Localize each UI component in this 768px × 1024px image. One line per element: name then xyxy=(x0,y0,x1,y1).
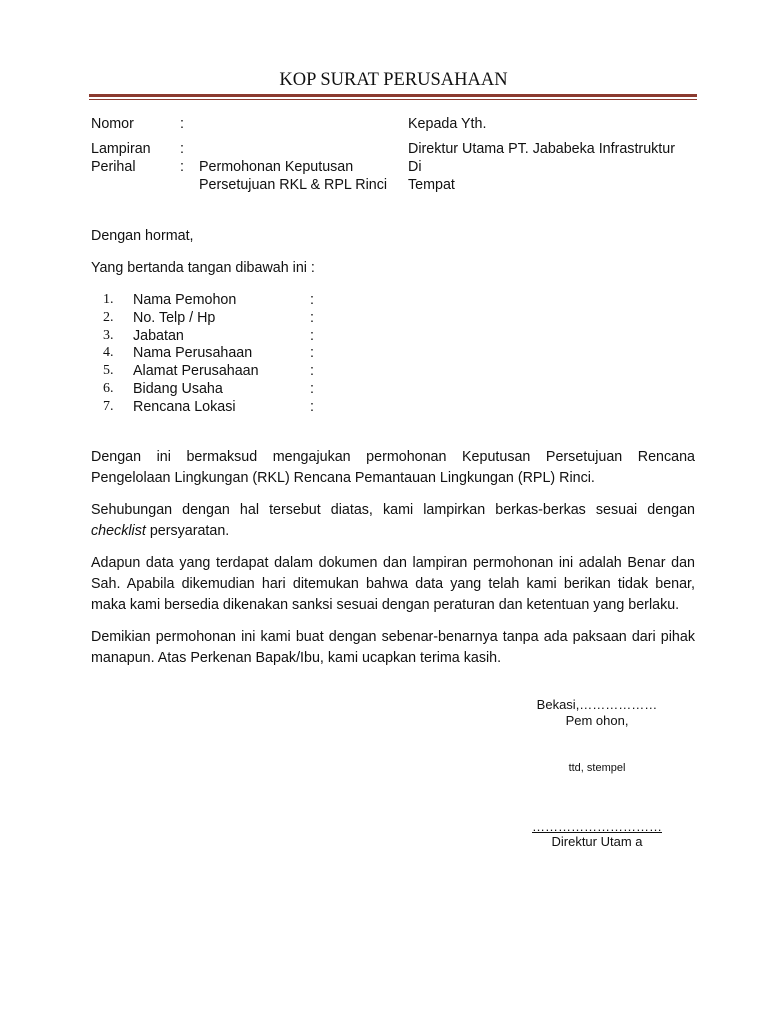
list-number: 2. xyxy=(103,309,114,325)
signature-stamp-note: ttd, stempel xyxy=(568,762,626,774)
applicant-field-list xyxy=(91,291,391,416)
list-label: Rencana Lokasi xyxy=(133,398,236,415)
list-item xyxy=(91,380,391,398)
list-item xyxy=(91,327,391,345)
signature-position: Direktur Utam a xyxy=(551,834,643,849)
paragraph-line: Sah. Apabila dikemudian hari ditemukan bahwa data yang telah kami berikan tidak benar, xyxy=(91,576,695,592)
list-label: Nama Perusahaan xyxy=(133,345,253,362)
paragraph-line: manapun. Atas Perkenan Bapak/Ibu, kami ucapkan terima kasih. xyxy=(91,650,502,666)
paragraph-line: Dengan ini bermaksud mengajukan permohonan Keputusan Persetujuan Rencana xyxy=(91,449,695,465)
nomor-separator: : xyxy=(180,116,184,132)
intro-text: Yang bertanda tangan dibawah ini : xyxy=(91,260,315,276)
recipient-line: Direktur Utama PT. Jababeka Infrastruktur xyxy=(408,141,675,157)
paragraph-line: maka kami bersedia dikenakan sanksi sesuai dengan peraturan dan ketentuan yang berlaku. xyxy=(91,597,680,613)
list-label: Nama Pemohon xyxy=(133,292,237,308)
letterhead-rule-thin xyxy=(89,99,697,100)
paragraph-line: Pengelolaan Lingkungan (RKL) Rencana Pemantauan Lingkungan (RPL) Rinci. xyxy=(91,470,595,486)
letterhead-rule-thick xyxy=(89,94,697,97)
list-item xyxy=(91,344,391,362)
list-separator: : xyxy=(310,327,314,344)
perihal-value-line: Permohonan Keputusan xyxy=(199,159,354,175)
signature-role: Pem ohon, xyxy=(565,713,629,728)
lampiran-label: Lampiran xyxy=(91,141,151,157)
list-label: No. Telp / Hp xyxy=(133,309,216,326)
perihal-label: Perihal xyxy=(91,159,136,175)
recipient-line: Kepada Yth. xyxy=(408,116,487,132)
list-separator: : xyxy=(310,363,314,380)
signature-name-line: ………………………… xyxy=(532,819,662,834)
paragraph-line: Sehubungan dengan hal tersebut diatas, kami lampirkan berkas-berkas sesuai dengan xyxy=(91,502,695,518)
list-item xyxy=(91,362,391,380)
list-separator: : xyxy=(310,309,314,326)
perihal-value-line: Persetujuan RKL & RPL Rinci xyxy=(199,177,388,193)
lampiran-separator: : xyxy=(180,141,184,157)
list-label: Alamat Perusahaan xyxy=(133,363,259,380)
list-separator: : xyxy=(310,380,314,397)
list-number: 5. xyxy=(103,363,114,379)
body-paragraph-4 xyxy=(91,627,695,669)
list-number: 6. xyxy=(103,380,114,396)
body-paragraph-1 xyxy=(91,447,695,489)
recipient-line: Tempat xyxy=(408,177,455,193)
nomor-label: Nomor xyxy=(91,116,134,132)
list-number: 1. xyxy=(103,292,114,307)
list-separator: : xyxy=(310,292,314,308)
recipient-line: Di xyxy=(408,159,422,175)
list-number: 7. xyxy=(103,398,114,414)
paragraph-line: Adapun data yang terdapat dalam dokumen dan lampiran permohonan ini adalah Benar dan xyxy=(91,555,695,571)
body-paragraph-3 xyxy=(91,553,695,616)
list-separator: : xyxy=(310,398,314,415)
signature-place-date: Bekasi,……………… xyxy=(536,697,658,712)
paragraph-line: Demikian permohonan ini kami buat dengan sebenar-benarnya tanpa ada paksaan dari pihak xyxy=(91,629,695,645)
perihal-separator: : xyxy=(180,159,184,175)
italic-term: checklist xyxy=(91,523,146,539)
letterhead-title: KOP SURAT PERUSAHAAN xyxy=(279,70,508,90)
list-item xyxy=(91,291,391,309)
list-number: 3. xyxy=(103,327,114,343)
list-label: Bidang Usaha xyxy=(133,380,223,397)
paragraph-line xyxy=(91,521,695,542)
list-separator: : xyxy=(310,345,314,362)
list-label: Jabatan xyxy=(133,327,184,344)
list-item xyxy=(91,398,391,416)
salutation: Dengan hormat, xyxy=(91,228,194,244)
list-number: 4. xyxy=(103,345,114,361)
body-paragraph-2 xyxy=(91,500,695,542)
list-item xyxy=(91,309,391,327)
paragraph-text: persyaratan. xyxy=(149,523,230,539)
